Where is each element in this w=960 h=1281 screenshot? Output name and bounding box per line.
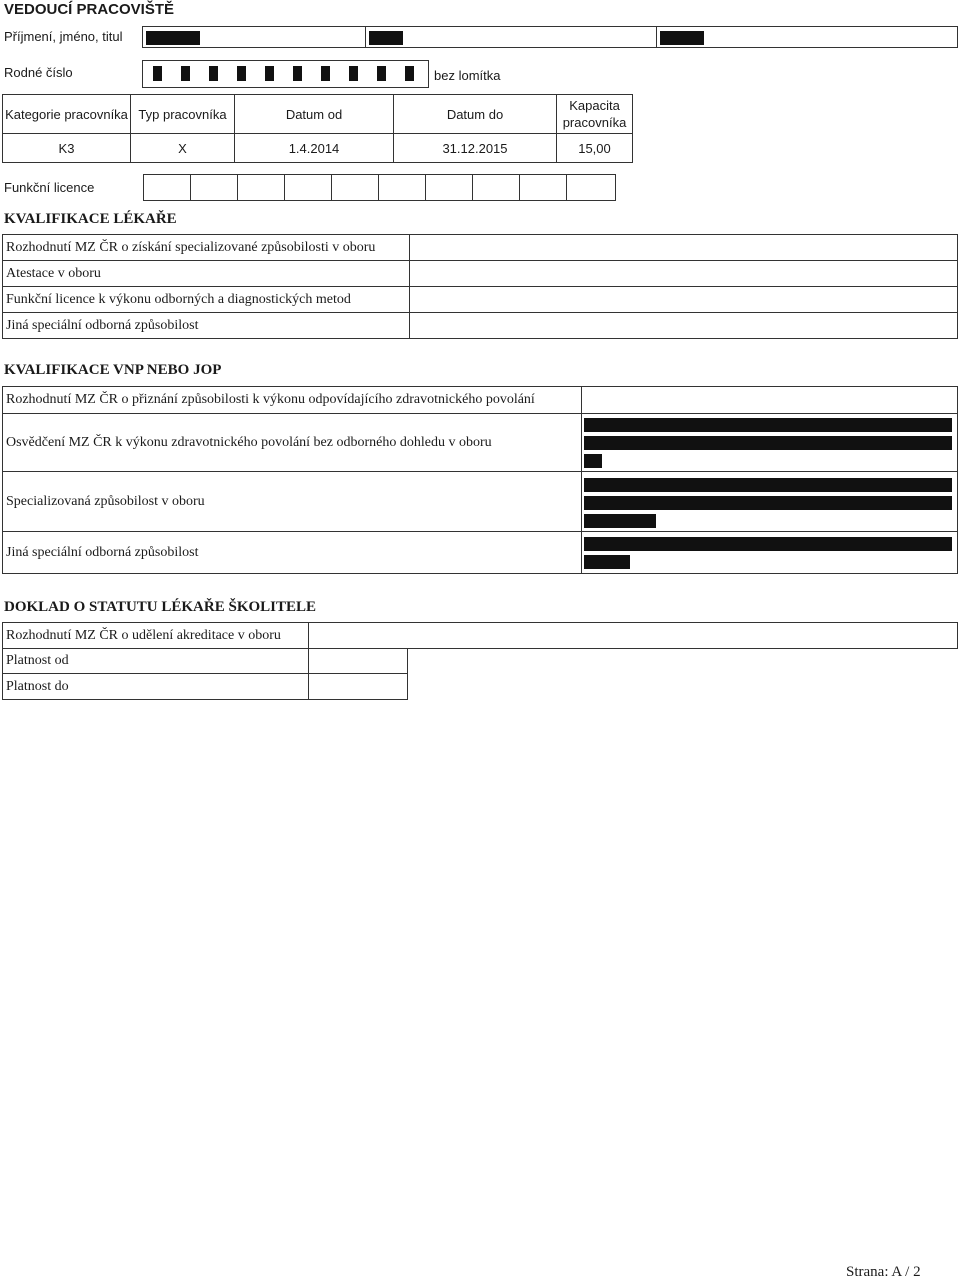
header-type: Typ pracovníka xyxy=(130,94,235,134)
doctor-row-label: Rozhodnutí MZ ČR o získání specializované způsobilosti v oboru xyxy=(2,234,410,261)
vnp-row-value[interactable] xyxy=(581,413,958,472)
section-title-trainer: DOKLAD O STATUTU LÉKAŘE ŠKOLITELE xyxy=(4,599,317,615)
surname-field[interactable] xyxy=(142,26,366,48)
vnp-row-label: Osvědčení MZ ČR k výkonu zdravotnického povolání bez odborného dohledu v oboru xyxy=(2,413,582,472)
cell-date-from: 1.4.2014 xyxy=(234,133,394,163)
birth-number-field[interactable] xyxy=(142,60,429,88)
name-label: Příjmení, jméno, titul xyxy=(4,29,123,44)
header-date-from: Datum od xyxy=(234,94,394,134)
doctor-row-value[interactable] xyxy=(409,312,958,339)
trainer-row-value[interactable] xyxy=(308,648,408,674)
cell-date-to: 31.12.2015 xyxy=(393,133,557,163)
trainer-row-label: Platnost od xyxy=(2,648,309,674)
section-title-doctor: KVALIFIKACE LÉKAŘE xyxy=(4,211,177,227)
firstname-field[interactable] xyxy=(365,26,657,48)
vnp-row-label: Rozhodnutí MZ ČR o přiznání způsobilosti k výkonu odpovídajícího zdravotnického povolání xyxy=(2,386,582,414)
licence-field[interactable] xyxy=(143,174,616,201)
doctor-row-value[interactable] xyxy=(409,234,958,261)
cell-capacity: 15,00 xyxy=(556,133,633,163)
doctor-row-label: Funkční licence k výkonu odborných a diagnostických metod xyxy=(2,286,410,313)
vnp-row-value[interactable] xyxy=(581,471,958,532)
trainer-row-label: Rozhodnutí MZ ČR o udělení akreditace v oboru xyxy=(2,622,309,649)
doctor-row-label: Atestace v oboru xyxy=(2,260,410,287)
trainer-row-label: Platnost do xyxy=(2,673,309,700)
vnp-row-label: Jiná speciální odborná způsobilost xyxy=(2,531,582,574)
section-title-vnp: KVALIFIKACE VNP NEBO JOP xyxy=(4,362,222,378)
no-slash-note: bez lomítka xyxy=(434,68,501,83)
page-number: Strana: A / 2 xyxy=(846,1264,921,1280)
redacted-block xyxy=(146,31,200,45)
cell-category: K3 xyxy=(2,133,131,163)
birth-number-label: Rodné číslo xyxy=(4,65,73,80)
redacted-block xyxy=(660,31,704,45)
header-date-to: Datum do xyxy=(393,94,557,134)
licence-label: Funkční licence xyxy=(4,180,95,195)
doctor-row-value[interactable] xyxy=(409,260,958,287)
section-title-workplace: VEDOUCÍ PRACOVIŠTĚ xyxy=(4,1,175,18)
trainer-row-value[interactable] xyxy=(308,622,958,649)
doctor-row-label: Jiná speciální odborná způsobilost xyxy=(2,312,410,339)
title-field[interactable] xyxy=(656,26,958,48)
trainer-row-value[interactable] xyxy=(308,673,408,700)
vnp-row-label: Specializovaná způsobilost v oboru xyxy=(2,471,582,532)
header-category: Kategorie pracovníka xyxy=(2,94,131,134)
header-capacity: Kapacita pracovníka xyxy=(556,94,633,134)
vnp-row-value[interactable] xyxy=(581,531,958,574)
redacted-block xyxy=(369,31,403,45)
vnp-row-value[interactable] xyxy=(581,386,958,414)
cell-type: X xyxy=(130,133,235,163)
doctor-row-value[interactable] xyxy=(409,286,958,313)
